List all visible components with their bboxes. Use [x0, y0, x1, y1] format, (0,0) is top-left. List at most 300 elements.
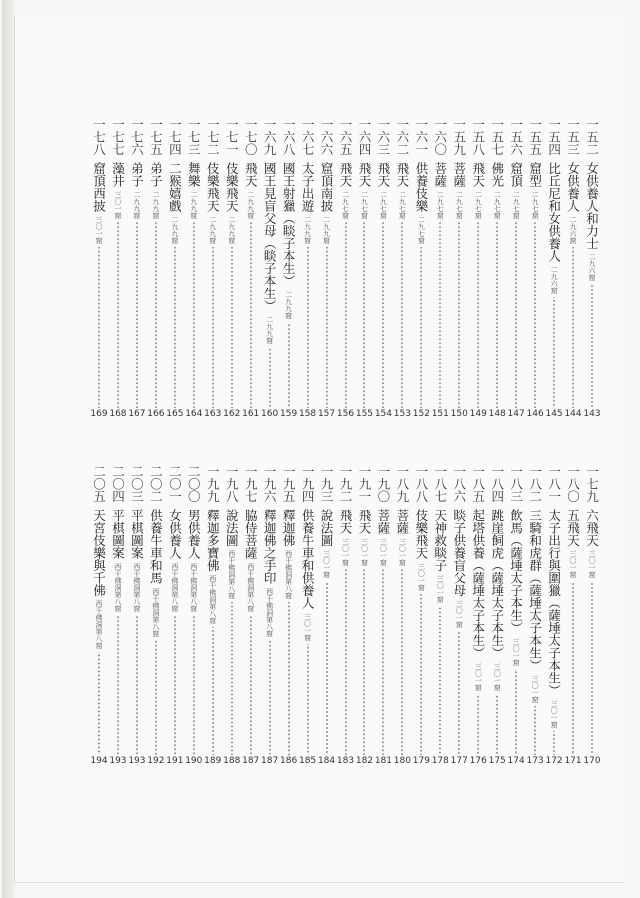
plate-number: 一七七 [110, 118, 126, 156]
leader-dots [250, 615, 252, 756]
plate-number: 二〇五 [91, 465, 107, 503]
toc-entry [187, 118, 201, 408]
toc-entry [471, 118, 485, 408]
page-number: 169 [90, 409, 108, 419]
leader-dots [269, 347, 271, 409]
plate-number: 一六五 [338, 118, 353, 156]
page-number: 177 [450, 756, 468, 766]
plate-number: 一八九 [394, 465, 410, 503]
cave-source: 二九七窟 [493, 190, 502, 219]
plate-title: 窟頂 [508, 161, 524, 187]
plate-title: 飛天 [338, 161, 353, 187]
page-number: 146 [526, 409, 544, 419]
cave-source: 西千佛洞第八窟 [189, 562, 198, 612]
toc-entry [111, 465, 125, 755]
plate-title: 釋迦佛之手印 [262, 508, 278, 584]
cave-source: 二九七窟 [379, 190, 388, 219]
leader-dots [288, 602, 290, 755]
page-number: 152 [412, 409, 430, 419]
toc-entry [528, 118, 542, 408]
toc-entry [244, 118, 258, 408]
page-number: 168 [109, 409, 127, 419]
page-number: 191 [166, 756, 184, 766]
plate-number: 一八八 [413, 465, 429, 503]
cave-source: 二九九窟 [303, 215, 312, 244]
leader-dots [136, 615, 138, 756]
plate-title: 釋迦多寶佛 [205, 508, 221, 571]
page-number: 166 [147, 409, 165, 419]
leader-dots [231, 247, 233, 409]
toc-entry [414, 465, 428, 755]
plate-title: 菩薩 [432, 161, 448, 187]
cave-source: 二九九窟 [246, 190, 255, 219]
page-number: 190 [185, 756, 203, 766]
plate-number: 一八四 [489, 465, 505, 503]
toc-entry [339, 465, 353, 755]
toc-entry [528, 465, 542, 755]
plate-title: 菩薩 [451, 161, 467, 187]
plate-number: 一九七 [243, 465, 259, 503]
plate-number: 一六六 [319, 118, 335, 156]
page-number: 164 [185, 409, 203, 419]
toc-entry [130, 118, 144, 408]
plate-title: 起塔供養（薩埵太子本生） [470, 508, 486, 659]
cave-source: 二九九窟 [208, 215, 217, 244]
plate-number: 一九三 [319, 465, 335, 503]
plate-number: 一九二 [338, 465, 353, 503]
page-number: 145 [545, 409, 563, 419]
toc-entry [168, 465, 182, 755]
leader-dots [477, 222, 479, 409]
plate-number: 一八二 [527, 465, 543, 503]
plate-title: 天神救睒子 [432, 508, 448, 571]
cave-source: 三〇一窟 [474, 662, 483, 691]
page-number: 187 [242, 756, 260, 766]
leader-dots [250, 222, 252, 409]
plate-title: 供養牛車和馬 [148, 508, 164, 584]
cave-source: 二九七窟 [455, 190, 464, 219]
page-number: 189 [204, 756, 222, 766]
plate-title: 跳崖飼虎（薩埵太子本生） [489, 508, 505, 659]
toc-entry [547, 465, 561, 755]
cave-source: 三〇一窟 [379, 537, 388, 566]
cave-source: 西千佛洞第八窟 [208, 575, 217, 624]
plate-title: 菩薩 [375, 508, 391, 534]
plate-title: 飛天 [375, 161, 391, 187]
page-number: 179 [412, 756, 430, 766]
page-number: 194 [90, 756, 108, 766]
plate-number: 一六七 [300, 118, 316, 156]
toc-entry [509, 118, 523, 408]
toc-entry [357, 465, 371, 755]
page-number: 143 [583, 409, 601, 419]
plate-title: 五飛天 [565, 508, 581, 546]
cave-source: 三〇一窟 [113, 190, 122, 219]
toc-entry [471, 465, 485, 755]
page-number: 182 [355, 756, 374, 766]
plate-title: 釋迦佛 [281, 508, 297, 546]
leader-dots [307, 247, 309, 409]
leader-dots [515, 222, 517, 409]
cave-source: 西千佛洞第八窟 [284, 550, 293, 599]
plate-title: 說法圖 [319, 508, 335, 546]
page-number: 154 [374, 409, 393, 419]
plate-title: 國王見盲父母（睒子本生） [262, 161, 278, 312]
plate-number: 一五二 [584, 118, 600, 156]
plate-title: 佛光 [489, 161, 505, 187]
page-number: 192 [147, 756, 165, 766]
plate-title: 天宮伎樂與千佛 [91, 508, 107, 596]
plate-title: 藻井 [110, 161, 126, 187]
plate-title: 菩薩 [394, 508, 410, 534]
leader-dots [477, 694, 479, 756]
cave-source: 三〇一窟 [512, 637, 521, 666]
plate-number: 一九五 [281, 465, 297, 503]
cave-source: 二九七窟 [531, 190, 540, 219]
page-number: 173 [526, 756, 544, 766]
toc-entry [92, 465, 106, 755]
plate-number: 一五八 [470, 118, 486, 156]
plate-number: 一六二 [394, 118, 410, 156]
cave-source: 三〇一窟 [569, 550, 578, 578]
cave-source: 三〇一窟 [360, 537, 369, 566]
cave-source: 西千佛洞第八窟 [246, 562, 255, 612]
toc-entry [263, 465, 277, 755]
toc-entry [225, 465, 239, 755]
plate-title: 比丘尼和女供養人 [546, 161, 562, 262]
toc-entry [566, 465, 580, 755]
leader-dots [117, 222, 119, 409]
cave-source: 二九七窟 [417, 215, 426, 244]
leader-dots [439, 222, 441, 409]
leader-dots [231, 602, 233, 755]
plate-title: 男供養人 [186, 508, 202, 559]
cave-source: 西千佛洞第八窟 [227, 550, 236, 599]
page-number: 151 [431, 409, 449, 419]
plate-number: 一九八 [224, 465, 240, 503]
plate-title: 國王射獵（睒子本生） [281, 161, 297, 287]
cave-source: 三〇一窟 [341, 537, 350, 566]
plate-title: 窟型 [527, 161, 543, 187]
plate-number: 一七二 [205, 118, 221, 156]
toc-entry [282, 118, 296, 408]
plate-number: 一八五 [470, 465, 486, 503]
leader-dots [193, 615, 195, 756]
leader-dots [420, 247, 422, 409]
cave-source: 二九七窟 [341, 190, 350, 219]
page-number: 174 [507, 756, 525, 766]
plate-title: 太子出遊 [300, 161, 316, 212]
cave-source: 三〇一窟 [493, 662, 502, 691]
plate-title: 伎樂飛天 [413, 508, 429, 559]
plate-title: 平棋圖案 [129, 508, 145, 559]
leader-dots [155, 222, 157, 409]
page-number: 147 [507, 409, 525, 419]
plate-number: 二〇二 [148, 465, 164, 503]
page-number: 162 [223, 409, 241, 419]
cave-source: 三〇一窟 [455, 600, 464, 628]
plate-number: 一九六 [262, 465, 278, 503]
cave-source: 西千佛洞第八窟 [132, 562, 141, 612]
cave-source: 三〇一窟 [303, 612, 312, 641]
plate-title: 飛天 [470, 161, 486, 187]
plate-title: 飛天 [394, 161, 410, 187]
cave-source: 三〇一窟 [436, 575, 445, 603]
leader-dots [98, 652, 100, 755]
toc-entry [547, 118, 561, 408]
page-number: 178 [431, 756, 449, 766]
leader-dots [515, 669, 517, 756]
plate-title: 三騎和虎群（薩埵太子本生） [527, 508, 543, 671]
cave-source: 西千佛洞第八窟 [265, 587, 274, 637]
cave-source: 三〇一窟 [417, 562, 426, 591]
leader-dots [174, 615, 176, 756]
plate-number: 一八六 [451, 465, 467, 503]
plate-title: 飛天 [338, 508, 353, 534]
plate-title: 弟子 [129, 161, 145, 187]
leader-dots [458, 222, 460, 409]
plate-number: 一五三 [565, 118, 581, 156]
plate-number: 一九一 [356, 465, 372, 503]
toc-entry [433, 118, 447, 408]
leader-dots [439, 606, 441, 755]
plate-title: 脇侍菩薩 [243, 508, 259, 559]
toc-entry [357, 118, 371, 408]
plate-number: 一八七 [432, 465, 448, 503]
toc-entry [585, 118, 599, 408]
leader-dots [269, 640, 271, 756]
toc-entry [92, 118, 106, 408]
plate-title: 飲馬（薩埵太子本生） [508, 508, 524, 634]
toc-entry [585, 465, 599, 755]
leader-dots [212, 627, 214, 755]
page-number: 180 [393, 756, 411, 766]
toc-entry [263, 118, 277, 408]
page-number: 159 [280, 409, 298, 419]
leader-dots [496, 222, 498, 409]
toc-entry [395, 118, 409, 408]
toc-entry [414, 118, 428, 408]
page-number: 155 [355, 409, 374, 419]
leader-dots [363, 222, 365, 409]
plate-title: 女供養人和力士 [584, 161, 600, 249]
toc-entry [452, 465, 466, 755]
cave-source: 二九六窟 [569, 215, 578, 244]
page-number: 183 [336, 756, 355, 766]
plate-number: 一五四 [546, 118, 562, 156]
toc-entry [244, 465, 258, 755]
leader-dots [553, 731, 555, 755]
plate-number: 一八三 [508, 465, 524, 503]
plate-number: 一九四 [300, 465, 316, 503]
cave-source: 二九九窟 [227, 215, 236, 244]
leader-dots [136, 222, 138, 409]
plate-title: 六飛天 [584, 508, 600, 546]
leader-dots [155, 640, 157, 756]
page-number: 175 [488, 756, 506, 766]
cave-source: 三〇一窟 [531, 675, 540, 703]
plate-number: 一六〇 [432, 118, 448, 156]
toc-entry [206, 465, 220, 755]
toc-entry [282, 465, 296, 755]
toc-entry [301, 118, 315, 408]
plate-number: 二〇〇 [186, 465, 202, 503]
cave-source: 二九七窟 [436, 190, 445, 219]
leader-dots [534, 706, 536, 755]
cave-source: 三〇一窟 [95, 215, 103, 244]
cave-source: 二九九窟 [284, 290, 293, 319]
page-number: 171 [564, 756, 582, 766]
plate-number: 一六八 [281, 118, 297, 156]
page-number: 193 [128, 756, 146, 766]
toc-entry [339, 118, 353, 408]
plate-number: 一六九 [262, 118, 278, 156]
leader-dots [98, 247, 100, 409]
toc-entry [376, 118, 390, 408]
leader-dots [174, 247, 176, 409]
page-number: 187 [261, 756, 279, 766]
leader-dots [212, 247, 214, 409]
plate-title: 弟子 [148, 161, 164, 187]
page-number: 156 [336, 409, 355, 419]
plate-title: 伎樂飛天 [205, 161, 221, 212]
page-number: 172 [545, 756, 563, 766]
cave-source: 二九九窟 [132, 190, 141, 219]
page-number: 150 [450, 409, 468, 419]
leader-dots [382, 569, 384, 756]
page-number: 176 [469, 756, 487, 766]
plate-number: 一五九 [451, 118, 467, 156]
leader-dots [458, 631, 460, 755]
plate-number: 一七〇 [243, 118, 259, 156]
toc-entry [395, 465, 409, 755]
plate-number: 一九〇 [375, 465, 391, 503]
leader-dots [345, 222, 347, 409]
page-number: 149 [469, 409, 487, 419]
plate-number: 一八一 [546, 465, 562, 503]
toc-entry [168, 118, 182, 408]
toc-entry [452, 118, 466, 408]
cave-source: 二九七窟 [474, 190, 483, 219]
page-number: 144 [564, 409, 582, 419]
leader-dots [307, 644, 309, 756]
plate-number: 一七四 [167, 118, 183, 156]
leader-dots [288, 322, 290, 409]
cave-source: 三〇一窟 [550, 700, 559, 728]
cave-source: 二九九窟 [265, 315, 274, 344]
cave-source: 西千佛洞第八窟 [95, 600, 103, 649]
plate-number: 二〇一 [167, 465, 183, 503]
page-number: 186 [280, 756, 298, 766]
plate-number: 二〇三 [129, 465, 145, 503]
leader-dots [496, 694, 498, 756]
cave-source: 二九九窟 [189, 190, 198, 219]
plate-title: 飛天 [356, 508, 372, 534]
plate-title: 說法圖 [224, 508, 240, 546]
plate-title: 窟頂南披 [319, 161, 335, 212]
leader-dots [363, 569, 365, 756]
plate-number: 二〇四 [110, 465, 126, 503]
leader-dots [193, 222, 195, 409]
plate-number: 一六三 [375, 118, 391, 156]
leader-dots [534, 222, 536, 409]
page-number: 184 [317, 756, 336, 766]
toc-lower-section [0, 465, 640, 770]
plate-number: 一七一 [224, 118, 240, 156]
toc-entry [490, 118, 504, 408]
page-number: 185 [298, 756, 317, 766]
plate-title: 太子出行與圍獵（薩埵太子本生） [546, 508, 562, 696]
cave-source: 西千佛洞第八窟 [151, 587, 160, 637]
toc-entry [187, 465, 201, 755]
cave-source: 西千佛洞第八窟 [170, 562, 179, 612]
page-number: 165 [166, 409, 184, 419]
plate-number: 一六四 [356, 118, 372, 156]
plate-title: 供養牛車和供養人 [300, 508, 316, 609]
toc-entry [376, 465, 390, 755]
cave-source: 三〇一窟 [322, 550, 331, 578]
cave-source: 二九七窟 [360, 190, 369, 219]
toc-entry [130, 465, 144, 755]
leader-dots [591, 581, 593, 755]
plate-number: 一五七 [489, 118, 505, 156]
plate-number: 一五六 [508, 118, 524, 156]
cave-source: 二九九窟 [170, 215, 179, 244]
leader-dots [382, 222, 384, 409]
toc-entry [320, 118, 334, 408]
page-number: 158 [298, 409, 317, 419]
leader-dots [572, 247, 574, 409]
toc-entry [225, 118, 239, 408]
plate-title: 平棋圖案 [110, 508, 126, 559]
plate-title: 舞樂 [186, 161, 202, 187]
page-number: 157 [317, 409, 336, 419]
page-number: 181 [374, 756, 393, 766]
leader-dots [326, 247, 328, 409]
toc-entry [206, 118, 220, 408]
leader-dots [591, 284, 593, 408]
plate-number: 一五五 [527, 118, 543, 156]
page-number: 148 [488, 409, 506, 419]
toc-entry [301, 465, 315, 755]
cave-source: 二九七窟 [512, 190, 521, 219]
cave-source: 三〇一窟 [398, 537, 407, 566]
cave-source: 西千佛洞第八窟 [113, 562, 122, 612]
leader-dots [401, 569, 403, 756]
plate-title: 飛天 [356, 161, 372, 187]
plate-title: 女供養人 [565, 161, 581, 212]
leader-dots [572, 581, 574, 755]
plate-number: 一六一 [413, 118, 429, 156]
page-number: 153 [393, 409, 411, 419]
toc-entry [111, 118, 125, 408]
plate-title: 伎樂飛天 [224, 161, 240, 212]
plate-number: 一七五 [148, 118, 164, 156]
leader-dots [345, 569, 347, 756]
page-number: 167 [128, 409, 146, 419]
cave-source: 二九九窟 [322, 215, 331, 244]
plate-title: 女供養人 [167, 508, 183, 559]
leader-dots [401, 222, 403, 409]
cave-source: 二九九窟 [151, 190, 160, 219]
plate-number: 一七三 [186, 118, 202, 156]
leader-dots [553, 297, 555, 409]
leader-dots [420, 594, 422, 756]
plate-title: 睒子供養盲父母 [451, 508, 467, 596]
page-number: 193 [109, 756, 127, 766]
plate-number: 一七八 [91, 118, 107, 156]
toc-entry [149, 465, 163, 755]
